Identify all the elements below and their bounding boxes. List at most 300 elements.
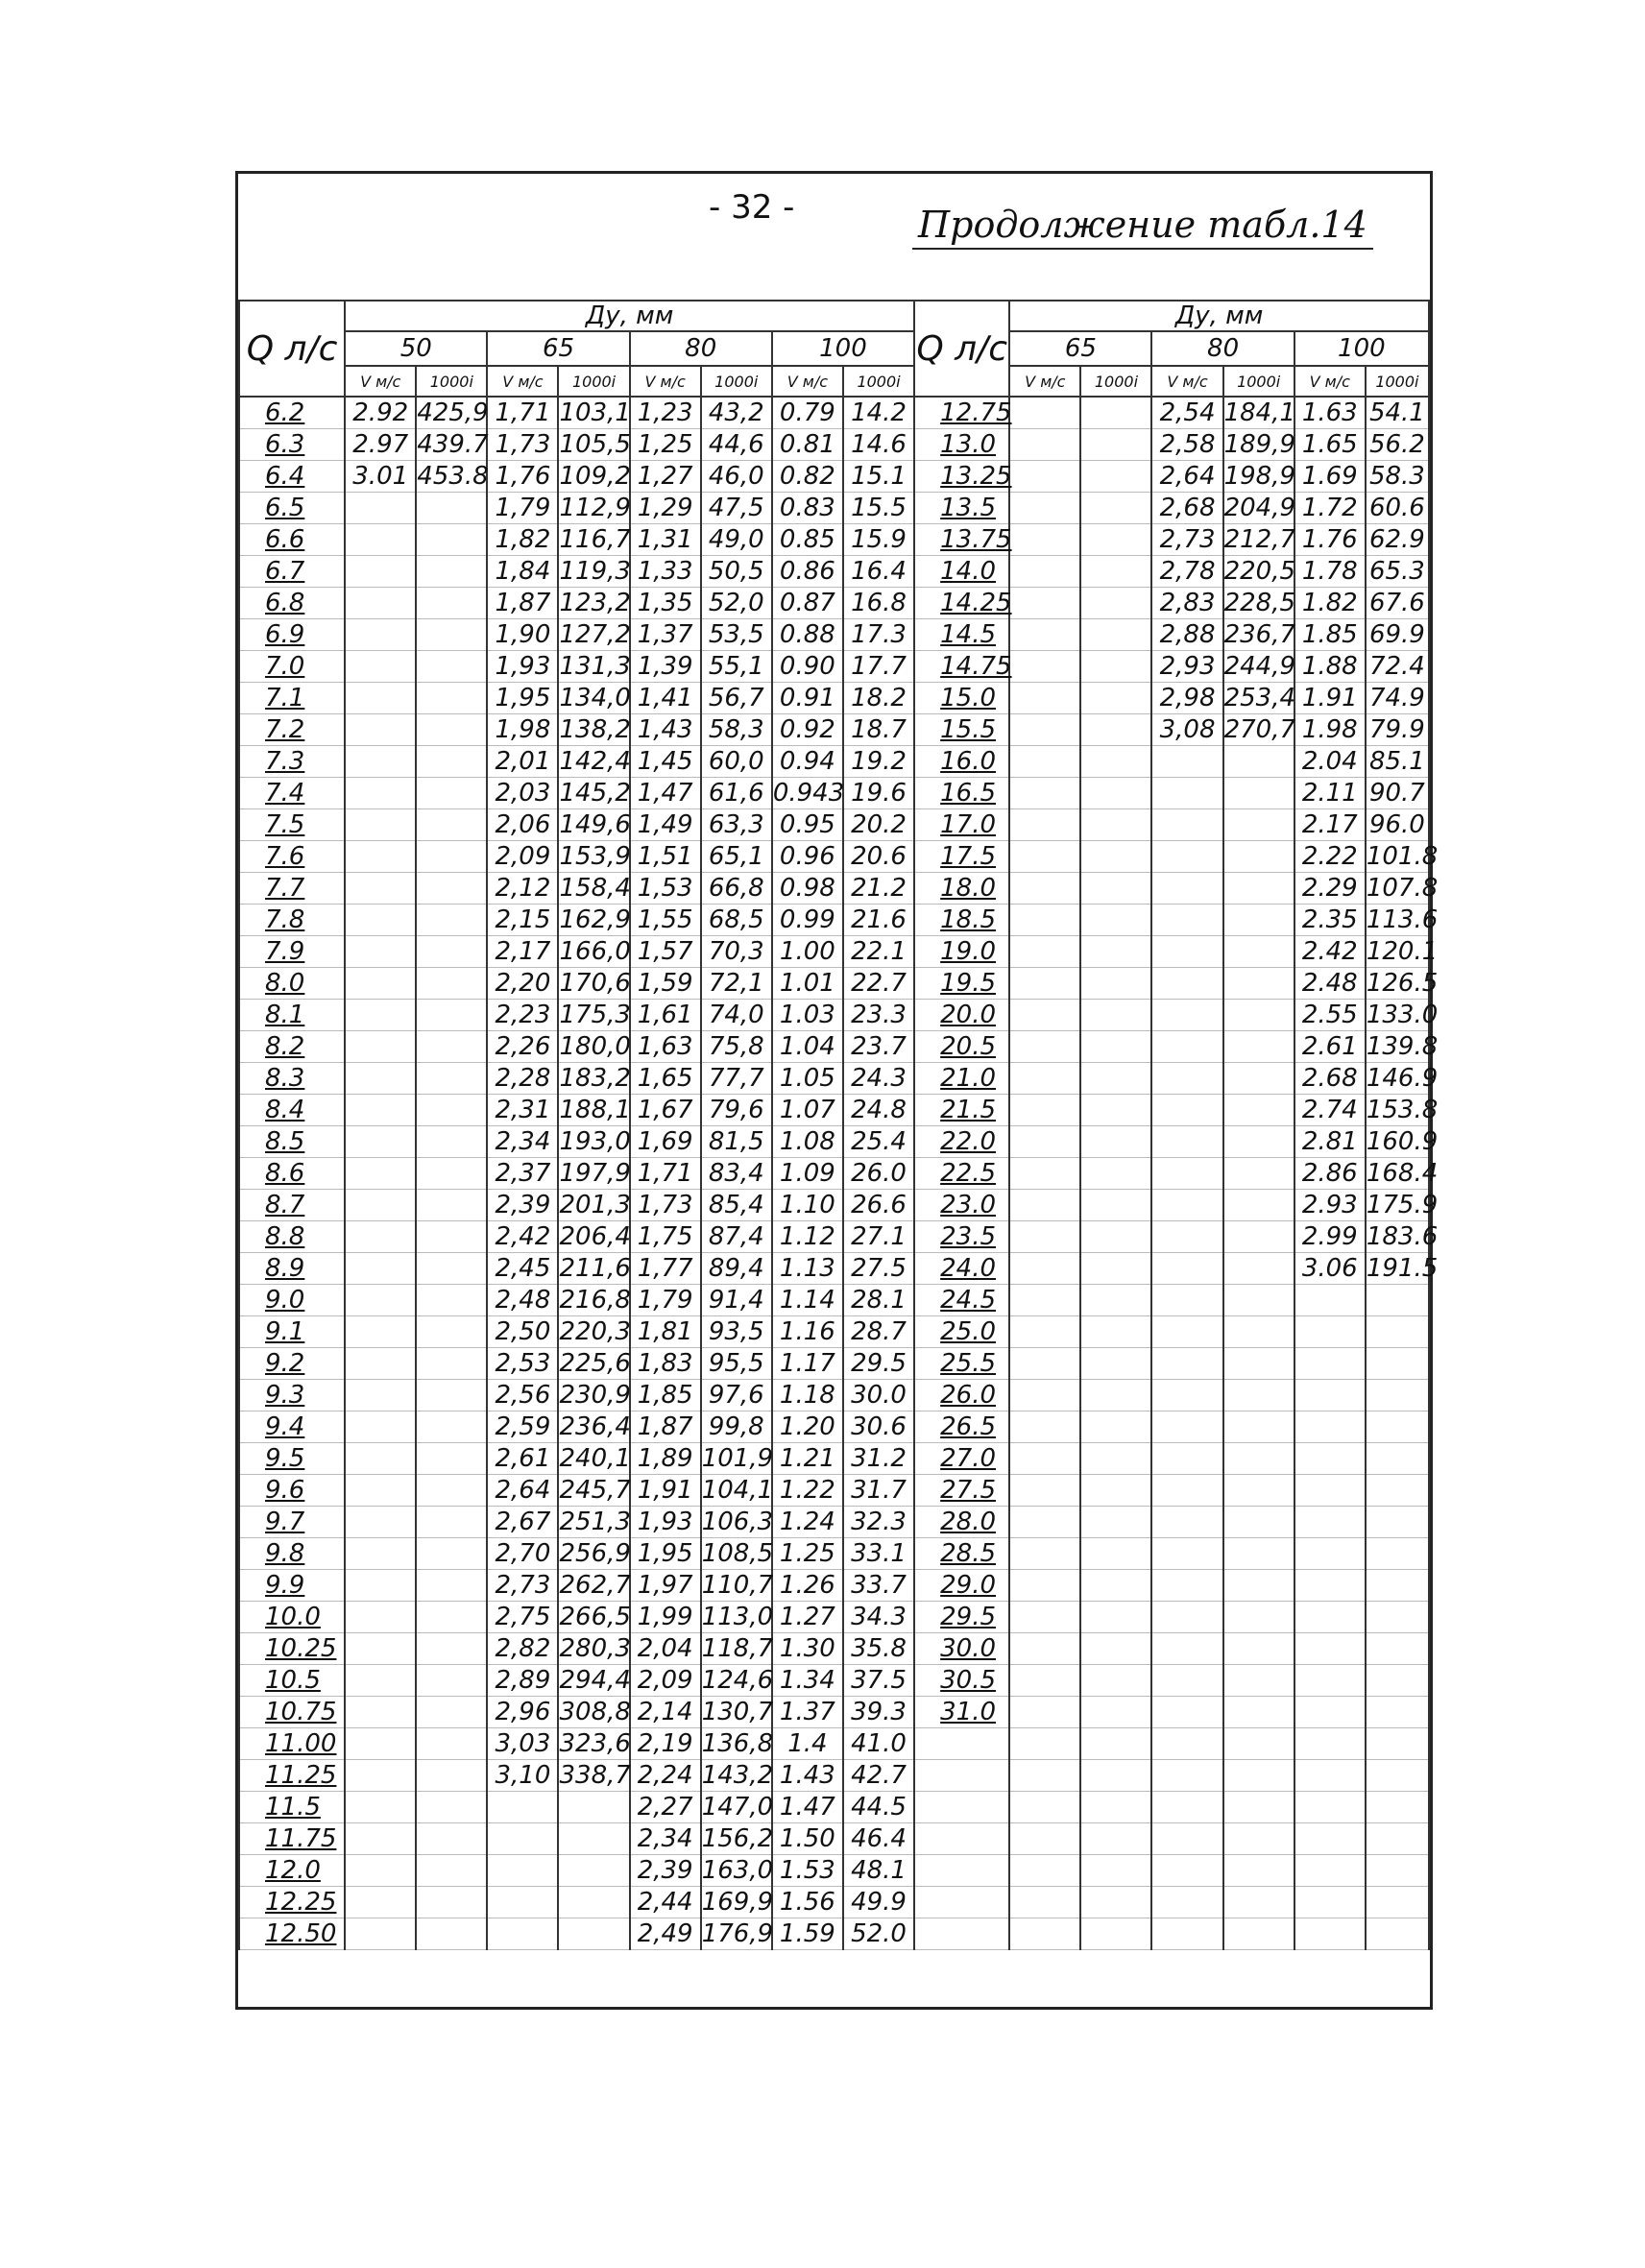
table-row [239, 1443, 1429, 1475]
value-cell: 1,47 [630, 778, 701, 809]
value-cell: 0.98 [772, 873, 843, 905]
value-cell: 1,81 [630, 1316, 701, 1348]
value-cell: 270,7 [1223, 715, 1296, 744]
value-cell: 1,37 [630, 619, 701, 651]
value-cell: 124,6 [701, 1666, 774, 1695]
value-cell [1080, 1507, 1151, 1538]
value-cell [345, 588, 416, 619]
table-row [239, 1918, 1429, 1950]
value-cell [416, 1855, 487, 1887]
flow-cell: 6.6 [239, 524, 345, 556]
value-cell: 1.50 [772, 1823, 843, 1855]
table-row [239, 1031, 1429, 1063]
table-row [239, 873, 1429, 905]
value-cell: 97,6 [701, 1380, 772, 1411]
value-cell [1366, 1538, 1429, 1570]
value-cell: 175,3 [559, 1001, 631, 1029]
value-cell: 1.88 [1294, 651, 1366, 683]
value-cell: 95,5 [701, 1348, 772, 1380]
value-cell: 26.6 [843, 1190, 914, 1221]
value-cell: 1.98 [1294, 714, 1366, 746]
value-cell: 2,75 [487, 1602, 558, 1633]
table-row [239, 493, 1429, 524]
value-cell [1366, 1887, 1429, 1918]
value-cell: 69.9 [1366, 619, 1429, 651]
value-cell [345, 1285, 416, 1316]
flow-cell: 13.25 [914, 461, 1009, 493]
value-cell: 34.3 [843, 1602, 914, 1633]
value-cell: 439.7 [417, 430, 489, 459]
value-cell [416, 968, 487, 1000]
value-cell: 1.03 [772, 1000, 843, 1031]
value-cell [1223, 778, 1294, 809]
value-cell: 2,93 [1151, 651, 1222, 683]
value-cell [416, 873, 487, 905]
value-cell [1009, 1000, 1080, 1031]
dy-header-left: Ду, мм [345, 301, 914, 331]
value-cell [416, 1823, 487, 1855]
value-cell: 1,61 [630, 1000, 701, 1031]
value-cell: 101,9 [701, 1444, 774, 1473]
value-cell [345, 746, 416, 778]
value-cell: 266,5 [559, 1603, 631, 1631]
value-cell [345, 1316, 416, 1348]
value-cell: 2,58 [1151, 429, 1222, 461]
value-cell [1009, 746, 1080, 778]
value-cell: 46.4 [843, 1823, 914, 1855]
value-cell [1080, 1760, 1151, 1792]
value-cell: 2.93 [1294, 1190, 1366, 1221]
value-cell [487, 1823, 558, 1855]
value-cell [345, 1665, 416, 1697]
value-cell [345, 1792, 416, 1823]
value-cell: 1.26 [772, 1570, 843, 1602]
value-cell: 2,73 [487, 1570, 558, 1602]
value-cell: 93,5 [701, 1316, 772, 1348]
value-cell [1151, 1063, 1222, 1095]
flow-cell: 6.3 [239, 429, 345, 461]
value-cell [1151, 1602, 1222, 1633]
value-cell: 2,98 [1151, 683, 1222, 714]
value-cell: 147,0 [701, 1793, 774, 1822]
flow-cell: 11.5 [239, 1792, 345, 1823]
value-cell [1080, 1728, 1151, 1760]
value-cell [1151, 1221, 1222, 1253]
value-cell [1366, 1633, 1429, 1665]
value-cell: 30.6 [843, 1411, 914, 1443]
value-cell [345, 1697, 416, 1728]
value-cell [1080, 1443, 1151, 1475]
value-cell [1294, 1792, 1366, 1823]
value-cell [345, 1728, 416, 1760]
table-row [239, 524, 1429, 556]
value-cell [1080, 1602, 1151, 1633]
value-cell: 253,4 [1223, 684, 1296, 712]
value-cell: 191.5 [1366, 1254, 1439, 1283]
value-cell: 2,28 [487, 1063, 558, 1095]
value-cell: 87,4 [701, 1221, 772, 1253]
value-cell [1151, 1507, 1222, 1538]
value-cell [1223, 1095, 1294, 1126]
value-cell: 1,93 [630, 1507, 701, 1538]
value-cell [1294, 1728, 1366, 1760]
value-cell: 1.25 [772, 1538, 843, 1570]
value-cell: 2,42 [487, 1221, 558, 1253]
value-cell: 2,54 [1151, 397, 1222, 429]
value-cell [1009, 1063, 1080, 1095]
value-cell: 108,5 [701, 1539, 774, 1568]
value-cell [345, 1126, 416, 1158]
flow-cell: 9.1 [239, 1316, 345, 1348]
value-cell [1080, 524, 1151, 556]
value-cell: 25.4 [843, 1126, 914, 1158]
value-cell: 168.4 [1366, 1159, 1439, 1188]
value-cell: 240,1 [559, 1444, 631, 1473]
value-cell: 1.17 [772, 1348, 843, 1380]
value-cell: 1,71 [487, 397, 558, 429]
value-cell [416, 1602, 487, 1633]
table-row [239, 1475, 1429, 1507]
value-cell [1151, 778, 1222, 809]
value-cell [1151, 1158, 1222, 1190]
value-cell: 1,57 [630, 936, 701, 968]
value-cell: 1.21 [772, 1443, 843, 1475]
value-cell: 166,0 [559, 937, 631, 966]
value-cell: 2.42 [1294, 936, 1366, 968]
value-cell: 2,61 [487, 1443, 558, 1475]
table-row [239, 1285, 1429, 1316]
value-cell: 1,82 [487, 524, 558, 556]
value-cell [1080, 1253, 1151, 1285]
value-cell: 113.6 [1366, 905, 1439, 934]
value-cell: 0.88 [772, 619, 843, 651]
value-cell [1366, 1285, 1429, 1316]
value-cell [1151, 1095, 1222, 1126]
value-cell: 198,9 [1223, 462, 1296, 491]
flow-cell: 13.75 [914, 524, 1009, 556]
value-cell [416, 746, 487, 778]
value-cell [1009, 461, 1080, 493]
table-row [239, 556, 1429, 588]
value-cell: 27.5 [843, 1253, 914, 1285]
q-header-right: Q л/с [914, 301, 1009, 397]
value-cell: 39.3 [843, 1697, 914, 1728]
flow-cell: 14.25 [914, 588, 1009, 619]
value-cell [416, 1538, 487, 1570]
value-cell: 3.01 [345, 461, 416, 493]
value-cell [1223, 1602, 1294, 1633]
value-cell [345, 1507, 416, 1538]
value-cell [416, 651, 487, 683]
velocity-subheader: V м/с [772, 366, 843, 397]
value-cell [1223, 1380, 1294, 1411]
value-cell: 55,1 [701, 651, 772, 683]
value-cell [487, 1887, 558, 1918]
value-cell: 1.04 [772, 1031, 843, 1063]
value-cell [345, 1760, 416, 1792]
value-cell [487, 1792, 558, 1823]
value-cell: 1,95 [630, 1538, 701, 1570]
flow-cell: 22.0 [914, 1126, 1009, 1158]
value-cell [416, 809, 487, 841]
value-cell: 79.9 [1366, 714, 1429, 746]
table-row [239, 1221, 1429, 1253]
value-cell [1009, 1697, 1080, 1728]
table-row [239, 714, 1429, 746]
value-cell [1080, 1792, 1151, 1823]
value-cell: 133.0 [1366, 1001, 1439, 1029]
value-cell [1223, 1063, 1294, 1095]
flow-cell: 8.5 [239, 1126, 345, 1158]
value-cell [1151, 841, 1222, 873]
value-cell: 0.83 [772, 493, 843, 524]
velocity-subheader: V м/с [487, 366, 558, 397]
value-cell: 176,9 [701, 1919, 774, 1948]
value-cell: 236,7 [1223, 620, 1296, 649]
value-cell: 1.16 [772, 1316, 843, 1348]
value-cell [1223, 841, 1294, 873]
value-cell [1009, 936, 1080, 968]
value-cell: 109,2 [559, 462, 631, 491]
flow-cell: 6.2 [239, 397, 345, 429]
value-cell: 96.0 [1366, 809, 1429, 841]
value-cell: 2,19 [630, 1728, 701, 1760]
table-row [239, 1665, 1429, 1697]
value-cell [1080, 1918, 1151, 1950]
value-cell: 1.20 [772, 1411, 843, 1443]
value-cell: 77,7 [701, 1063, 772, 1095]
value-cell [1009, 1887, 1080, 1918]
flow-cell: 17.5 [914, 841, 1009, 873]
value-cell: 153,9 [559, 842, 631, 871]
value-cell [1009, 588, 1080, 619]
value-cell [1080, 1411, 1151, 1443]
flow-cell: 13.0 [914, 429, 1009, 461]
value-cell [1080, 556, 1151, 588]
value-cell [416, 683, 487, 714]
value-cell: 61,6 [701, 778, 772, 809]
value-cell: 220,3 [559, 1317, 631, 1346]
value-cell: 60,0 [701, 746, 772, 778]
value-cell [416, 714, 487, 746]
value-cell: 1.00 [772, 936, 843, 968]
value-cell [416, 1285, 487, 1316]
value-cell: 1.22 [772, 1475, 843, 1507]
value-cell [1080, 1190, 1151, 1221]
value-cell: 23.3 [843, 1000, 914, 1031]
value-cell: 180,0 [559, 1032, 631, 1061]
value-cell: 1,84 [487, 556, 558, 588]
value-cell: 1,51 [630, 841, 701, 873]
flow-cell: 20.0 [914, 1000, 1009, 1031]
flow-cell: 21.5 [914, 1095, 1009, 1126]
value-cell: 54.1 [1366, 397, 1429, 429]
value-cell [914, 1918, 1009, 1950]
value-cell [1009, 1316, 1080, 1348]
value-cell: 1.59 [772, 1918, 843, 1950]
value-cell: 2,50 [487, 1316, 558, 1348]
value-cell [416, 1348, 487, 1380]
value-cell: 2,17 [487, 936, 558, 968]
value-cell [345, 1190, 416, 1221]
value-cell [1080, 588, 1151, 619]
value-cell: 2,26 [487, 1031, 558, 1063]
value-cell: 48.1 [843, 1855, 914, 1887]
value-cell [1080, 1697, 1151, 1728]
value-cell: 256,9 [559, 1539, 631, 1568]
table-row [239, 1380, 1429, 1411]
value-cell: 2,78 [1151, 556, 1222, 588]
value-cell: 1.10 [772, 1190, 843, 1221]
flow-cell: 23.0 [914, 1190, 1009, 1221]
value-cell: 15.5 [843, 493, 914, 524]
value-cell: 2.97 [345, 429, 416, 461]
value-cell: 2,56 [487, 1380, 558, 1411]
value-cell: 201,3 [559, 1191, 631, 1219]
value-cell: 1.12 [772, 1221, 843, 1253]
table-row [239, 1348, 1429, 1380]
value-cell: 1,85 [630, 1380, 701, 1411]
value-cell: 2.35 [1294, 905, 1366, 936]
value-cell: 1,90 [487, 619, 558, 651]
flow-cell: 22.5 [914, 1158, 1009, 1190]
value-cell [1223, 746, 1294, 778]
table-row [239, 397, 1429, 429]
value-cell: 2,24 [630, 1760, 701, 1792]
value-cell: 113,0 [701, 1603, 774, 1631]
value-cell [1009, 524, 1080, 556]
velocity-subheader: V м/с [1294, 366, 1366, 397]
value-cell: 18.7 [843, 714, 914, 746]
value-cell [1009, 651, 1080, 683]
value-cell: 2.17 [1294, 809, 1366, 841]
value-cell [1366, 1665, 1429, 1697]
value-cell [416, 1887, 487, 1918]
value-cell [1223, 1760, 1294, 1792]
value-cell [1366, 1411, 1429, 1443]
flow-cell: 7.0 [239, 651, 345, 683]
value-cell [1223, 1000, 1294, 1031]
table-row [239, 1158, 1429, 1190]
value-cell: 2,12 [487, 873, 558, 905]
flow-cell: 7.5 [239, 809, 345, 841]
value-cell [345, 651, 416, 683]
value-cell [416, 1918, 487, 1950]
flow-cell: 18.5 [914, 905, 1009, 936]
value-cell: 2.04 [1294, 746, 1366, 778]
loss-subheader: 1000i [416, 366, 487, 397]
value-cell: 74.9 [1366, 683, 1429, 714]
value-cell [1009, 841, 1080, 873]
value-cell [1223, 1411, 1294, 1443]
value-cell [1080, 1887, 1151, 1918]
value-cell [1294, 1760, 1366, 1792]
table-row [239, 1823, 1429, 1855]
table-row [239, 1507, 1429, 1538]
value-cell: 101.8 [1366, 842, 1439, 871]
value-cell [1009, 1380, 1080, 1411]
value-cell [1080, 714, 1151, 746]
value-cell: 126.5 [1366, 969, 1439, 998]
flow-cell: 6.7 [239, 556, 345, 588]
flow-cell: 11.75 [239, 1823, 345, 1855]
value-cell: 1,73 [487, 429, 558, 461]
value-cell: 323,6 [559, 1729, 631, 1758]
value-cell [1366, 1507, 1429, 1538]
loss-subheader: 1000i [1223, 366, 1294, 397]
value-cell: 149,6 [559, 810, 631, 839]
value-cell [1151, 1253, 1222, 1285]
value-cell: 52.0 [843, 1918, 914, 1950]
value-cell: 2.55 [1294, 1000, 1366, 1031]
value-cell: 131,3 [559, 652, 631, 681]
value-cell [1009, 1823, 1080, 1855]
flow-cell: 7.7 [239, 873, 345, 905]
value-cell [1294, 1887, 1366, 1918]
flow-cell: 8.1 [239, 1000, 345, 1031]
value-cell [1294, 1633, 1366, 1665]
table-row [239, 1602, 1429, 1633]
value-cell: 308,8 [559, 1698, 631, 1726]
value-cell: 158,4 [559, 874, 631, 903]
value-cell [1151, 1538, 1222, 1570]
value-cell [1223, 905, 1294, 936]
flow-cell: 16.0 [914, 746, 1009, 778]
value-cell [416, 1792, 487, 1823]
flow-cell: 12.25 [239, 1887, 345, 1918]
table-row [239, 1728, 1429, 1760]
flow-cell: 26.5 [914, 1411, 1009, 1443]
value-cell: 0.87 [772, 588, 843, 619]
value-cell: 1,53 [630, 873, 701, 905]
value-cell [1009, 1411, 1080, 1443]
value-cell: 2,39 [630, 1855, 701, 1887]
value-cell [345, 1918, 416, 1950]
value-cell: 2,83 [1151, 588, 1222, 619]
value-cell [416, 1665, 487, 1697]
value-cell: 2,20 [487, 968, 558, 1000]
value-cell: 212,7 [1223, 525, 1296, 554]
value-cell: 175.9 [1366, 1191, 1439, 1219]
value-cell: 46,0 [701, 461, 772, 493]
value-cell: 2.48 [1294, 968, 1366, 1000]
value-cell: 23.7 [843, 1031, 914, 1063]
value-cell [345, 1380, 416, 1411]
flow-cell: 19.5 [914, 968, 1009, 1000]
value-cell: 1,75 [630, 1221, 701, 1253]
flow-cell: 28.5 [914, 1538, 1009, 1570]
value-cell [345, 778, 416, 809]
value-cell [914, 1823, 1009, 1855]
value-cell [416, 1190, 487, 1221]
value-cell: 112,9 [559, 494, 631, 522]
value-cell: 244,9 [1223, 652, 1296, 681]
value-cell [1080, 651, 1151, 683]
value-cell [558, 1823, 629, 1855]
flow-cell: 19.0 [914, 936, 1009, 968]
value-cell: 245,7 [559, 1476, 631, 1505]
value-cell [416, 1031, 487, 1063]
value-cell [416, 556, 487, 588]
value-cell: 62.9 [1366, 524, 1429, 556]
flow-cell: 9.4 [239, 1411, 345, 1443]
value-cell [1080, 461, 1151, 493]
value-cell [1294, 1316, 1366, 1348]
value-cell: 2.11 [1294, 778, 1366, 809]
table-row [239, 936, 1429, 968]
value-cell: 2,88 [1151, 619, 1222, 651]
value-cell [416, 1253, 487, 1285]
